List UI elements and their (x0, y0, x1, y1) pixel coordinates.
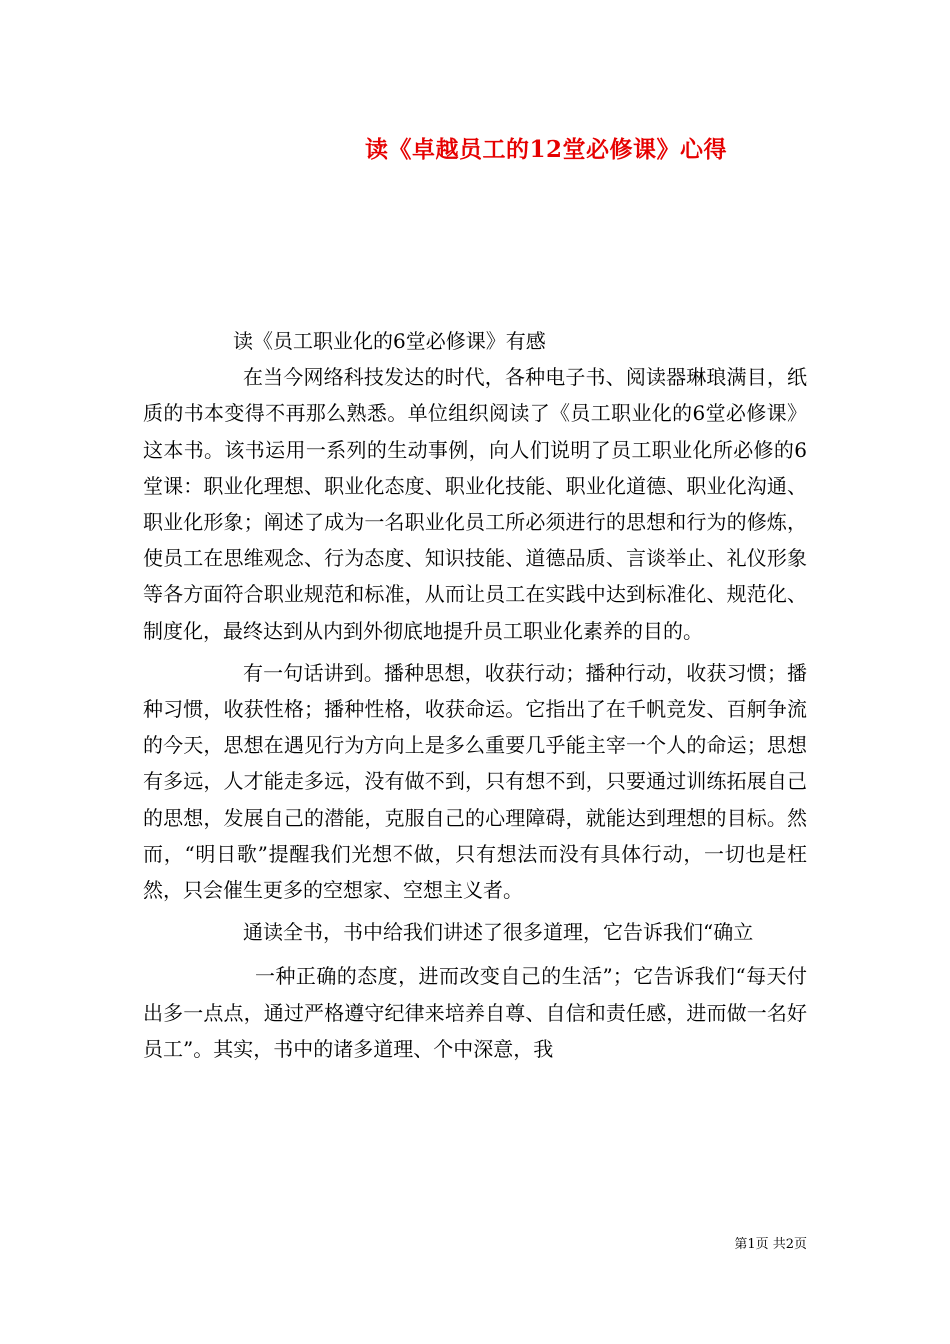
page-number: 第1页 共2页 (734, 1237, 807, 1252)
paragraph: 一种正确的态度，进而改变自己的生活”；它告诉我们“每天付出多一点点，通过严格遵守纪律来培养自尊、自信和责任感，进而做一名好员工”。其实，书中的诸多道理、个中深意，我 (143, 964, 807, 1061)
document-body (143, 323, 807, 1067)
paragraph: 通读全书，书中给我们讲述了很多道理，它告诉我们“确立 (243, 920, 754, 945)
document-title: 读《卓越员工的12堂必修课》心得 (364, 136, 727, 163)
paragraph: 在当今网络科技发达的时代，各种电子书、阅读器琳琅满目，纸质的书本变得不再那么熟悉。单位组织阅读了《员工职业化的6堂必修课》这本书。该书运用一系列的生动事例，向人们说明了员工职业化所必修的6堂课：职业化理想、职业化态度、职业化技能、职业化道德、职业化沟通、职业化形象；阐述了成为一名职业化员工所必须进行的思想和行为的修炼，使员工在思维观念、行为态度、知识技能、道德品质、言谈举止、礼仪形象等各方面符合职业规范和标准，从而让员工在实践中达到标准化、规范化、制度化，最终达到从内到外彻底地提升员工职业化素养的目的。 (143, 365, 807, 643)
document-subtitle: 读《员工职业化的6堂必修课》有感 (233, 329, 546, 353)
paragraph: 有一句话讲到。播种思想，收获行动；播种行动，收获习惯；播种习惯，收获性格；播种性格，收获命运。它指出了在千帆竞发、百舸争流的今天，思想在遇见行为方向上是多么重要几乎能主宰一个人的命运；思想有多远，人才能走多远，没有做不到，只有想不到，只要通过训练拓展自己的思想，发展自己的潜能，克服自己的心理障碍，就能达到理想的目标。然而，“明日歌”提醒我们光想不做，只有想法而没有具体行动，一切也是枉然，只会催生更多的空想家、空想主义者。 (143, 660, 807, 903)
